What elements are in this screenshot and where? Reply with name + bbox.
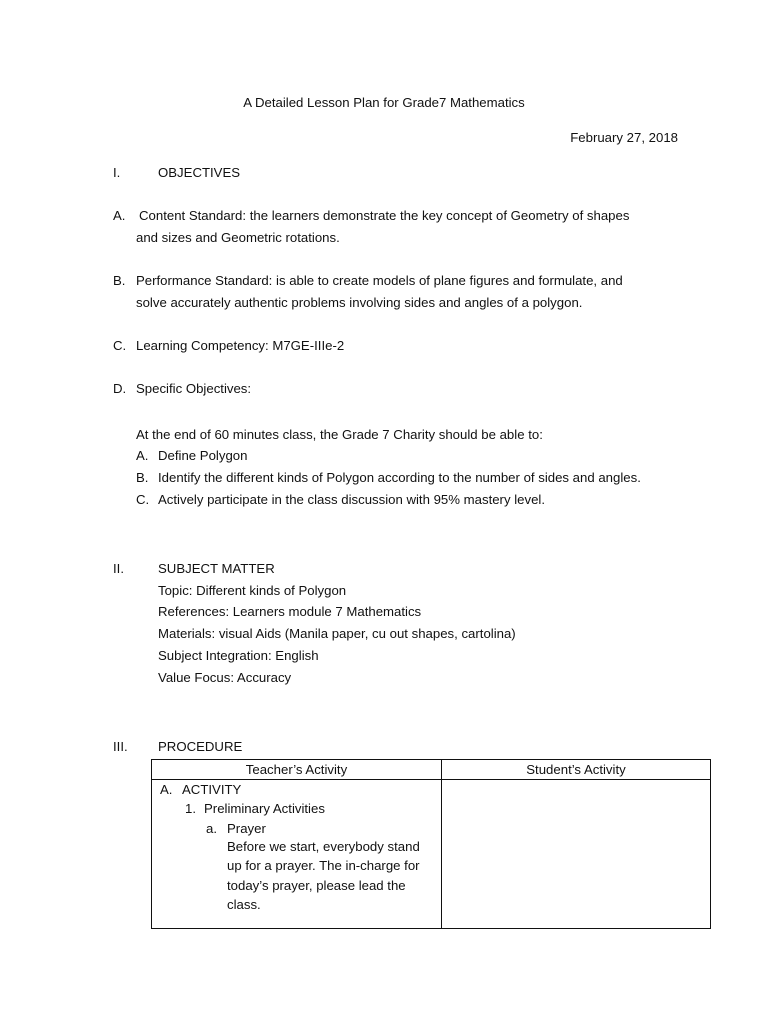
prayer-instruction-line: Before we start, everybody stand xyxy=(227,839,420,854)
performance-standard-line1: Performance Standard: is able to create models of plane figures and formulate, and xyxy=(136,273,623,288)
prayer-label: Prayer xyxy=(227,821,266,836)
specific-objective-text: Define Polygon xyxy=(158,448,248,463)
performance-standard-line2: solve accurately authentic problems involving sides and angles of a polygon. xyxy=(136,295,583,310)
prayer-instruction-line: class. xyxy=(227,897,261,912)
teacher-activity-header: Teacher’s Activity xyxy=(152,760,442,780)
objective-c-letter: C. xyxy=(113,338,127,353)
document-date: February 27, 2018 xyxy=(570,130,678,145)
specific-objective-text: Actively participate in the class discussion with 95% mastery level. xyxy=(158,492,545,507)
specific-objective-letter: A. xyxy=(136,448,149,463)
objective-d-letter: D. xyxy=(113,381,127,396)
activity-label: ACTIVITY xyxy=(182,782,242,797)
subject-topic: Topic: Different kinds of Polygon xyxy=(158,583,347,598)
specific-objectives-intro: At the end of 60 minutes class, the Grade 7 Charity should be able to: xyxy=(136,427,543,442)
student-activity-header: Student’s Activity xyxy=(442,760,711,780)
prayer-letter: a. xyxy=(206,821,217,836)
subject-value-focus: Value Focus: Accuracy xyxy=(158,670,292,685)
document-title: A Detailed Lesson Plan for Grade7 Mathematics xyxy=(243,95,525,110)
specific-objective-text: Identify the different kinds of Polygon according to the number of sides and angles. xyxy=(158,470,641,485)
objective-b-letter: B. xyxy=(113,273,126,288)
procedure-table xyxy=(151,759,711,929)
specific-objective-letter: B. xyxy=(136,470,149,485)
subject-materials: Materials: visual Aids (Manila paper, cu out shapes, cartolina) xyxy=(158,626,516,641)
objective-a-letter: A. xyxy=(113,208,126,223)
subject-references: References: Learners module 7 Mathematics xyxy=(158,604,422,619)
learning-competency: Learning Competency: M7GE-IIIe-2 xyxy=(136,338,345,353)
student-activity-cell xyxy=(442,780,711,929)
prayer-instruction-line: today’s prayer, please lead the xyxy=(227,878,406,893)
section-heading-subject-matter: SUBJECT MATTER xyxy=(158,561,275,576)
specific-objective-letter: C. xyxy=(136,492,150,507)
section-heading-objectives: OBJECTIVES xyxy=(158,165,241,180)
preliminary-label: Preliminary Activities xyxy=(204,801,325,816)
specific-objectives-label: Specific Objectives: xyxy=(136,381,252,396)
preliminary-number: 1. xyxy=(185,801,196,816)
section-numeral-procedure: III. xyxy=(113,739,128,754)
subject-integration: Subject Integration: English xyxy=(158,648,319,663)
content-standard-line1: Content Standard: the learners demonstrate the key concept of Geometry of shapes xyxy=(139,208,630,223)
content-standard-line2: and sizes and Geometric rotations. xyxy=(136,230,340,245)
prayer-instruction-line: up for a prayer. The in-charge for xyxy=(227,858,420,873)
section-numeral-objectives: I. xyxy=(113,165,121,180)
teacher-activity-cell xyxy=(152,780,442,929)
activity-letter: A. xyxy=(160,782,173,797)
section-numeral-subject-matter: II. xyxy=(113,561,124,576)
section-heading-procedure: PROCEDURE xyxy=(158,739,243,754)
